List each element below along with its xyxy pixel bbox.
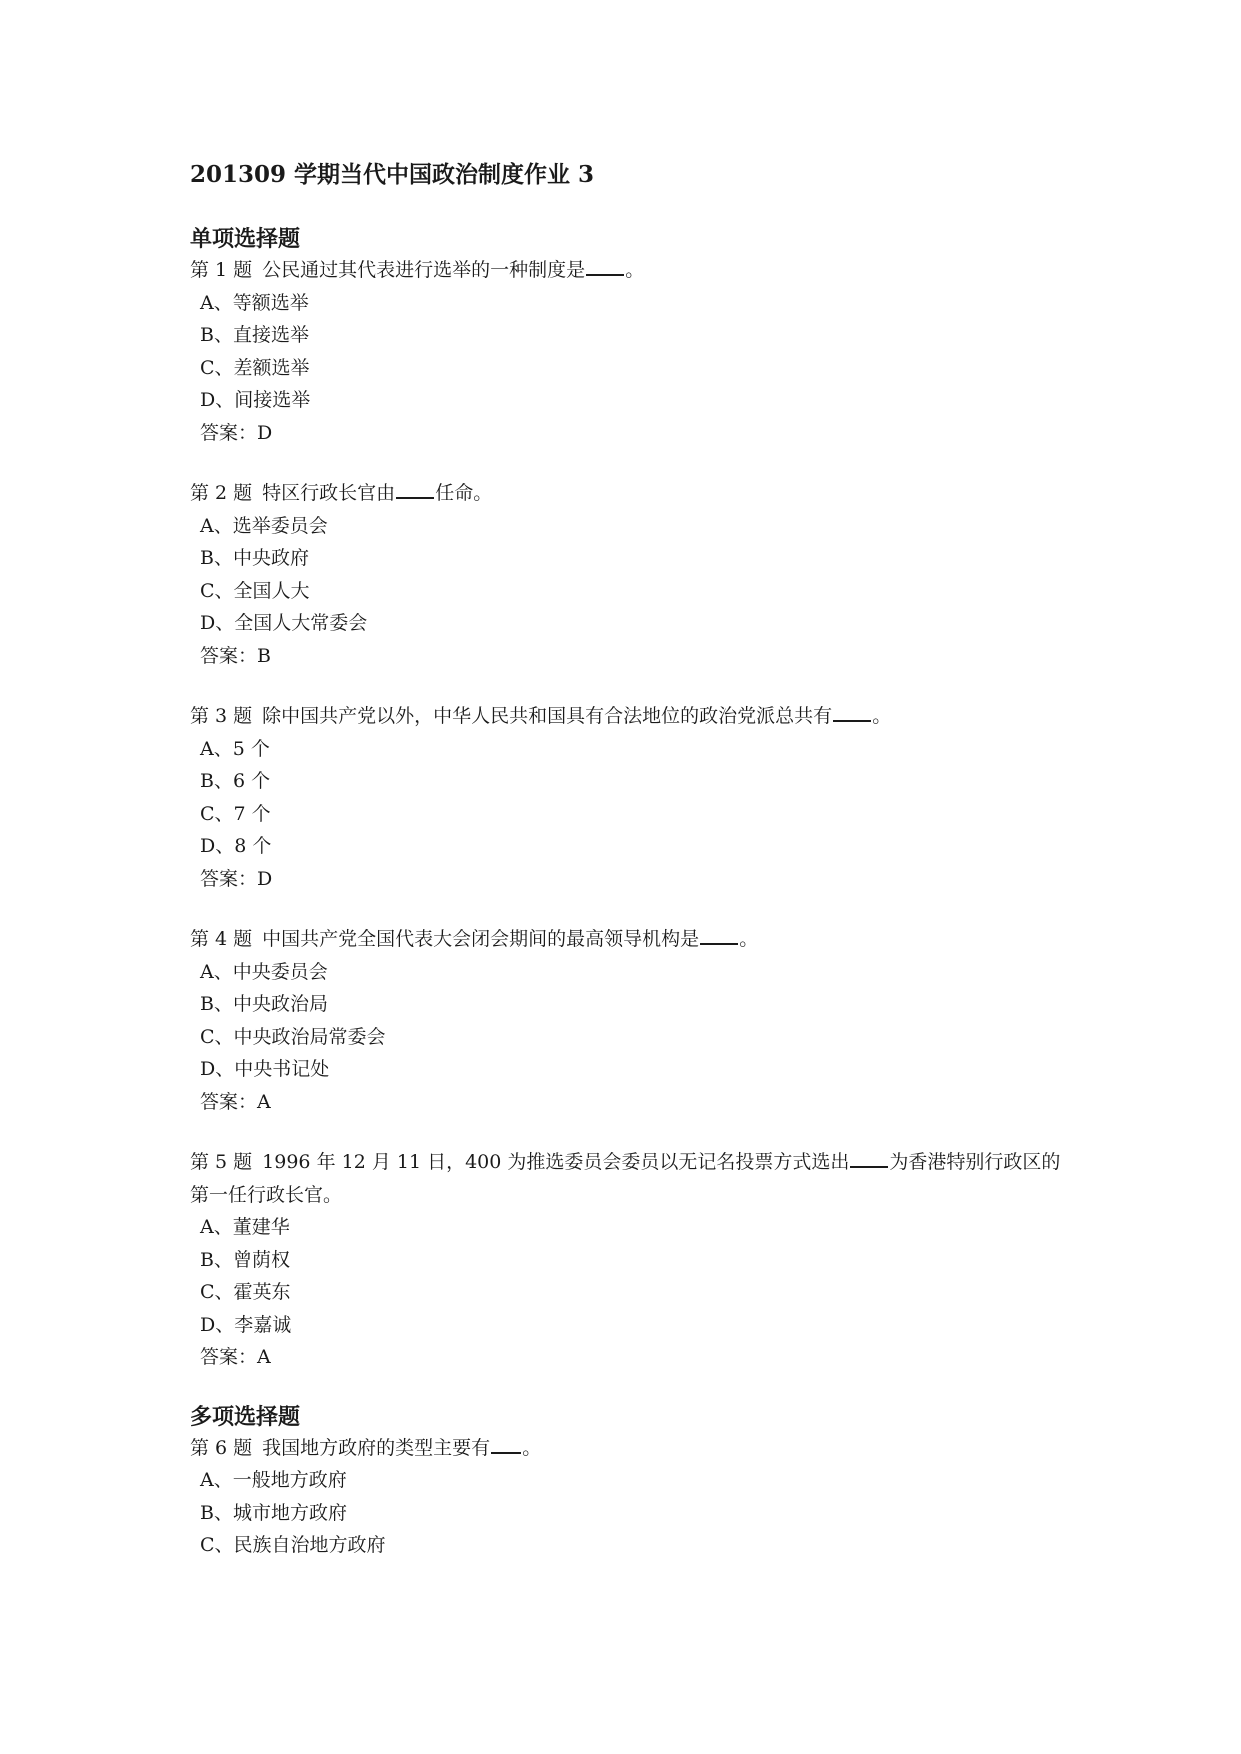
question-6 xyxy=(190,1432,1070,1562)
question-number: 第 1 题 xyxy=(190,259,253,281)
answer-blank xyxy=(833,700,871,722)
question-text xyxy=(190,700,1070,733)
document-page xyxy=(190,160,1070,1590)
question-text xyxy=(190,477,1070,510)
option-c: C、霍英东 xyxy=(200,1281,291,1303)
question-5 xyxy=(190,1146,1070,1374)
question-stem-end: 。 xyxy=(872,705,892,727)
option-d: D、间接选举 xyxy=(200,389,311,411)
answer-blank xyxy=(700,923,738,945)
option-b: B、中央政治局 xyxy=(200,993,328,1015)
option-c: C、差额选举 xyxy=(200,356,310,379)
question-number: 第 6 题 xyxy=(190,1436,253,1459)
answer-line: 答案：A xyxy=(200,1346,271,1368)
question-1 xyxy=(190,254,1070,449)
section-heading: 单项选择题 xyxy=(190,226,301,252)
option-c: C、中央政治局常委会 xyxy=(200,1025,386,1048)
option-c: C、7 个 xyxy=(200,802,271,825)
question-stem-end: 。 xyxy=(625,259,645,281)
answer-line: 答案：D xyxy=(200,867,273,890)
option-b: B、直接选举 xyxy=(200,324,309,346)
section-multiple-choice xyxy=(190,1402,1070,1562)
option-a: A、董建华 xyxy=(200,1216,290,1238)
answer-line: 答案：B xyxy=(200,644,271,667)
option-c: C、民族自治地方政府 xyxy=(200,1534,386,1556)
question-3 xyxy=(190,700,1070,895)
option-d: D、李嘉诚 xyxy=(200,1313,292,1336)
question-4 xyxy=(190,923,1070,1118)
answer-line: 答案：A xyxy=(200,1090,271,1113)
option-d: D、8 个 xyxy=(200,835,272,857)
answer-line: 答案：D xyxy=(200,421,273,444)
question-text xyxy=(190,1146,1070,1211)
option-a: A、5 个 xyxy=(200,737,270,760)
question-2 xyxy=(190,477,1070,672)
question-text xyxy=(190,254,1070,287)
answer-blank xyxy=(491,1432,521,1454)
answer-blank xyxy=(850,1146,888,1168)
question-text xyxy=(190,1432,1070,1465)
option-b: B、曾荫权 xyxy=(200,1248,290,1271)
option-a: A、选举委员会 xyxy=(200,514,328,537)
question-stem: 除中国共产党以外，中华人民共和国具有合法地位的政治党派总共有 xyxy=(262,705,833,727)
question-number: 第 3 题 xyxy=(190,705,253,727)
question-stem: 公民通过其代表进行选举的一种制度是 xyxy=(262,259,586,281)
question-stem: 特区行政长官由 xyxy=(262,482,396,504)
question-number: 第 4 题 xyxy=(190,928,253,950)
question-stem: 中国共产党全国代表大会闭会期间的最高领导机构是 xyxy=(262,928,700,950)
section-heading: 多项选择题 xyxy=(190,1403,301,1430)
question-number: 第 5 题 xyxy=(190,1151,253,1173)
option-d: D、中央书记处 xyxy=(200,1058,330,1080)
answer-blank xyxy=(586,254,624,276)
question-text xyxy=(190,923,1070,956)
option-a: A、一般地方政府 xyxy=(200,1469,347,1491)
question-stem: 我国地方政府的类型主要有 xyxy=(262,1436,491,1459)
question-number: 第 2 题 xyxy=(190,482,253,504)
question-stem-end: 。 xyxy=(522,1436,542,1459)
question-stem: 1996 年 12 月 11 日，400 为推选委员会委员以无记名投票方式选出 xyxy=(262,1151,850,1173)
question-stem-end: 为香港特别行政区的第一任行政长官。 xyxy=(190,1151,1061,1206)
question-stem-end: 。 xyxy=(739,928,759,950)
option-a: A、等额选举 xyxy=(200,291,309,314)
option-a: A、中央委员会 xyxy=(200,960,328,983)
answer-blank xyxy=(396,477,434,499)
option-b: B、城市地方政府 xyxy=(200,1501,347,1524)
option-d: D、全国人大常委会 xyxy=(200,612,368,634)
option-b: B、中央政府 xyxy=(200,547,309,569)
question-stem-end: 任命。 xyxy=(435,482,493,504)
section-single-choice xyxy=(190,224,1070,1374)
option-c: C、全国人大 xyxy=(200,579,310,602)
option-b: B、6 个 xyxy=(200,770,271,792)
document-title: 201309 学期当代中国政治制度作业 3 xyxy=(190,161,595,188)
